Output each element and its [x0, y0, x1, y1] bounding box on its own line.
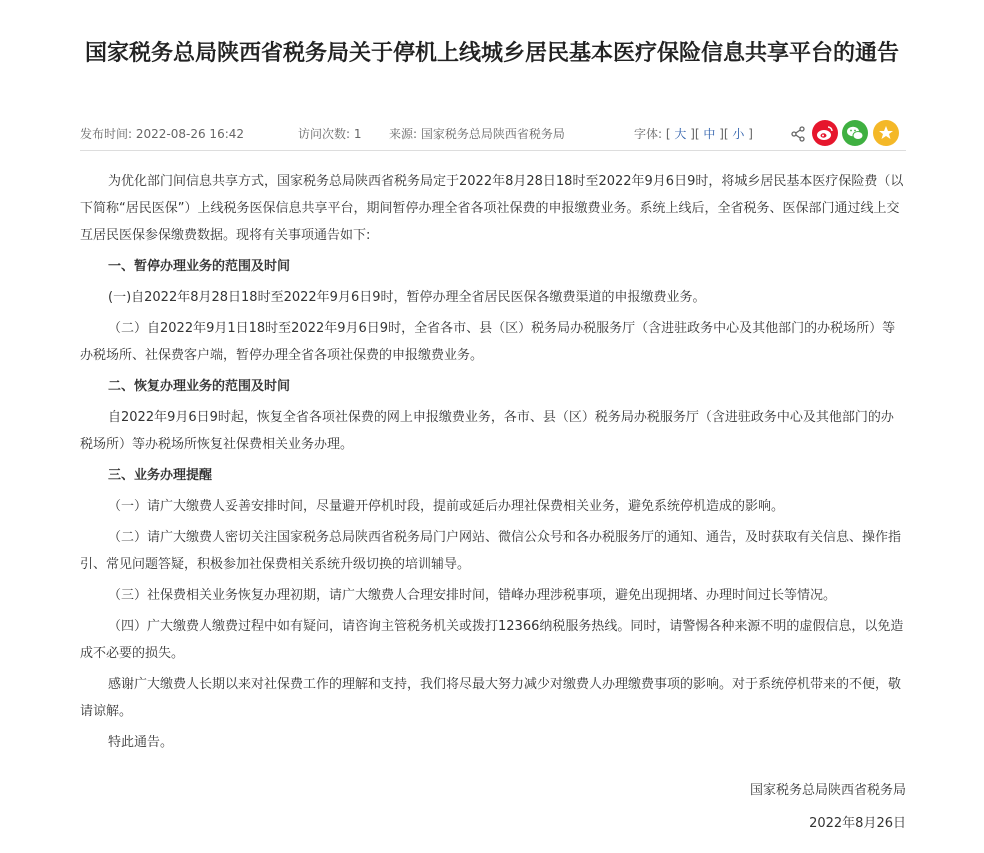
publish-time-value: 2022-08-26 16:42	[135, 127, 245, 141]
share-bar	[786, 120, 906, 148]
visits-label: 访问次数:	[298, 127, 351, 141]
source-value: 国家税务总局陕西省税务局	[420, 127, 565, 141]
visits-value: 1	[353, 127, 362, 141]
font-size-medium-link[interactable]: 中	[703, 127, 716, 141]
signature-date: 2022年8月26日	[809, 816, 906, 831]
section-heading-3: 三、业务办理提醒	[108, 468, 213, 483]
paragraph: （二）请广大缴费人密切关注国家税务总局陕西省税务局门户网站、微信公众号和各办税服务厅的通知、通告，及时获取有关信息、操作指引、常见问题答疑，积极参加社保费相关系统升级切换的培训辅导。	[80, 530, 902, 572]
publish-label: 发布时间:	[80, 127, 133, 141]
weibo-icon[interactable]	[812, 120, 838, 146]
article-source	[389, 120, 565, 148]
paragraph: (一)自2022年8月28日18时至2022年9月6日9时，暂停办理全省居民医保各缴费渠道的申报缴费业务。	[108, 290, 706, 305]
article-meta-bar	[80, 120, 906, 148]
visit-count	[298, 120, 362, 148]
share-icon[interactable]	[790, 126, 806, 142]
paragraph: （二）自2022年9月1日18时至2022年9月6日9时，全省各市、县（区）税务局办税服务厅（含进驻政务中心及其他部门的办税场所）等办税场所、社保费客户端，暂停办理全省各项社保费的申报缴费业务。	[80, 321, 896, 363]
wechat-icon[interactable]	[842, 120, 868, 146]
publish-time	[80, 120, 244, 148]
paragraph: 自2022年9月6日9时起，恢复全省各项社保费的网上申报缴费业务，各市、县（区）税务局办税服务厅（含进驻政务中心及其他部门的办税场所）等办税场所恢复社保费相关业务办理。	[80, 410, 894, 452]
article-title: 国家税务总局陕西省税务局关于停机上线城乡居民基本医疗保险信息共享平台的通告	[84, 41, 899, 66]
font-size-large-link[interactable]: 大	[674, 127, 687, 141]
article-body	[80, 168, 906, 760]
source-label: 来源:	[389, 127, 418, 141]
favorite-icon[interactable]	[873, 120, 899, 146]
paragraph: （一）请广大缴费人妥善安排时间，尽量避开停机时段，提前或延后办理社保费相关业务，避免系统停机造成的影响。	[108, 499, 785, 514]
meta-divider	[80, 150, 906, 151]
paragraph-thanks: 感谢广大缴费人长期以来对社保费工作的理解和支持，我们将尽最大努力减少对缴费人办理缴费事项的影响。对于系统停机带来的不便，敬请谅解。	[80, 677, 902, 719]
font-size-small-link[interactable]: 小	[732, 127, 745, 141]
font-size-label: 字体:	[634, 127, 663, 141]
paragraph: （三）社保费相关业务恢复办理初期，请广大缴费人合理安排时间，错峰办理涉税事项，避免出现拥堵、办理时间过长等情况。	[108, 588, 837, 603]
font-size-switcher: 字体: [ 大 ][ 中 ][ 小 ]	[634, 127, 753, 141]
paragraph: （四）广大缴费人缴费过程中如有疑问，请咨询主管税务机关或拨打12366纳税服务热线。同时，请警惕各种来源不明的虚假信息，以免造成不必要的损失。	[80, 619, 904, 661]
section-heading-1: 一、暂停办理业务的范围及时间	[108, 259, 291, 274]
paragraph-intro: 为优化部门间信息共享方式，国家税务总局陕西省税务局定于2022年8月28日18时至2022年9月6日9时，将城乡居民基本医疗保险费（以下简称“居民医保”）上线税务医保信息共享平台，期间暂停办理全省各项社保费的申报缴费业务。系统上线后，全省税务、医保部门通过线上交互居民医保参保缴费数据。现将有关事项通告如下:	[80, 174, 904, 243]
section-heading-2: 二、恢复办理业务的范围及时间	[108, 379, 291, 394]
signature-organization: 国家税务总局陕西省税务局	[749, 783, 906, 798]
paragraph-closing: 特此通告。	[108, 735, 174, 750]
